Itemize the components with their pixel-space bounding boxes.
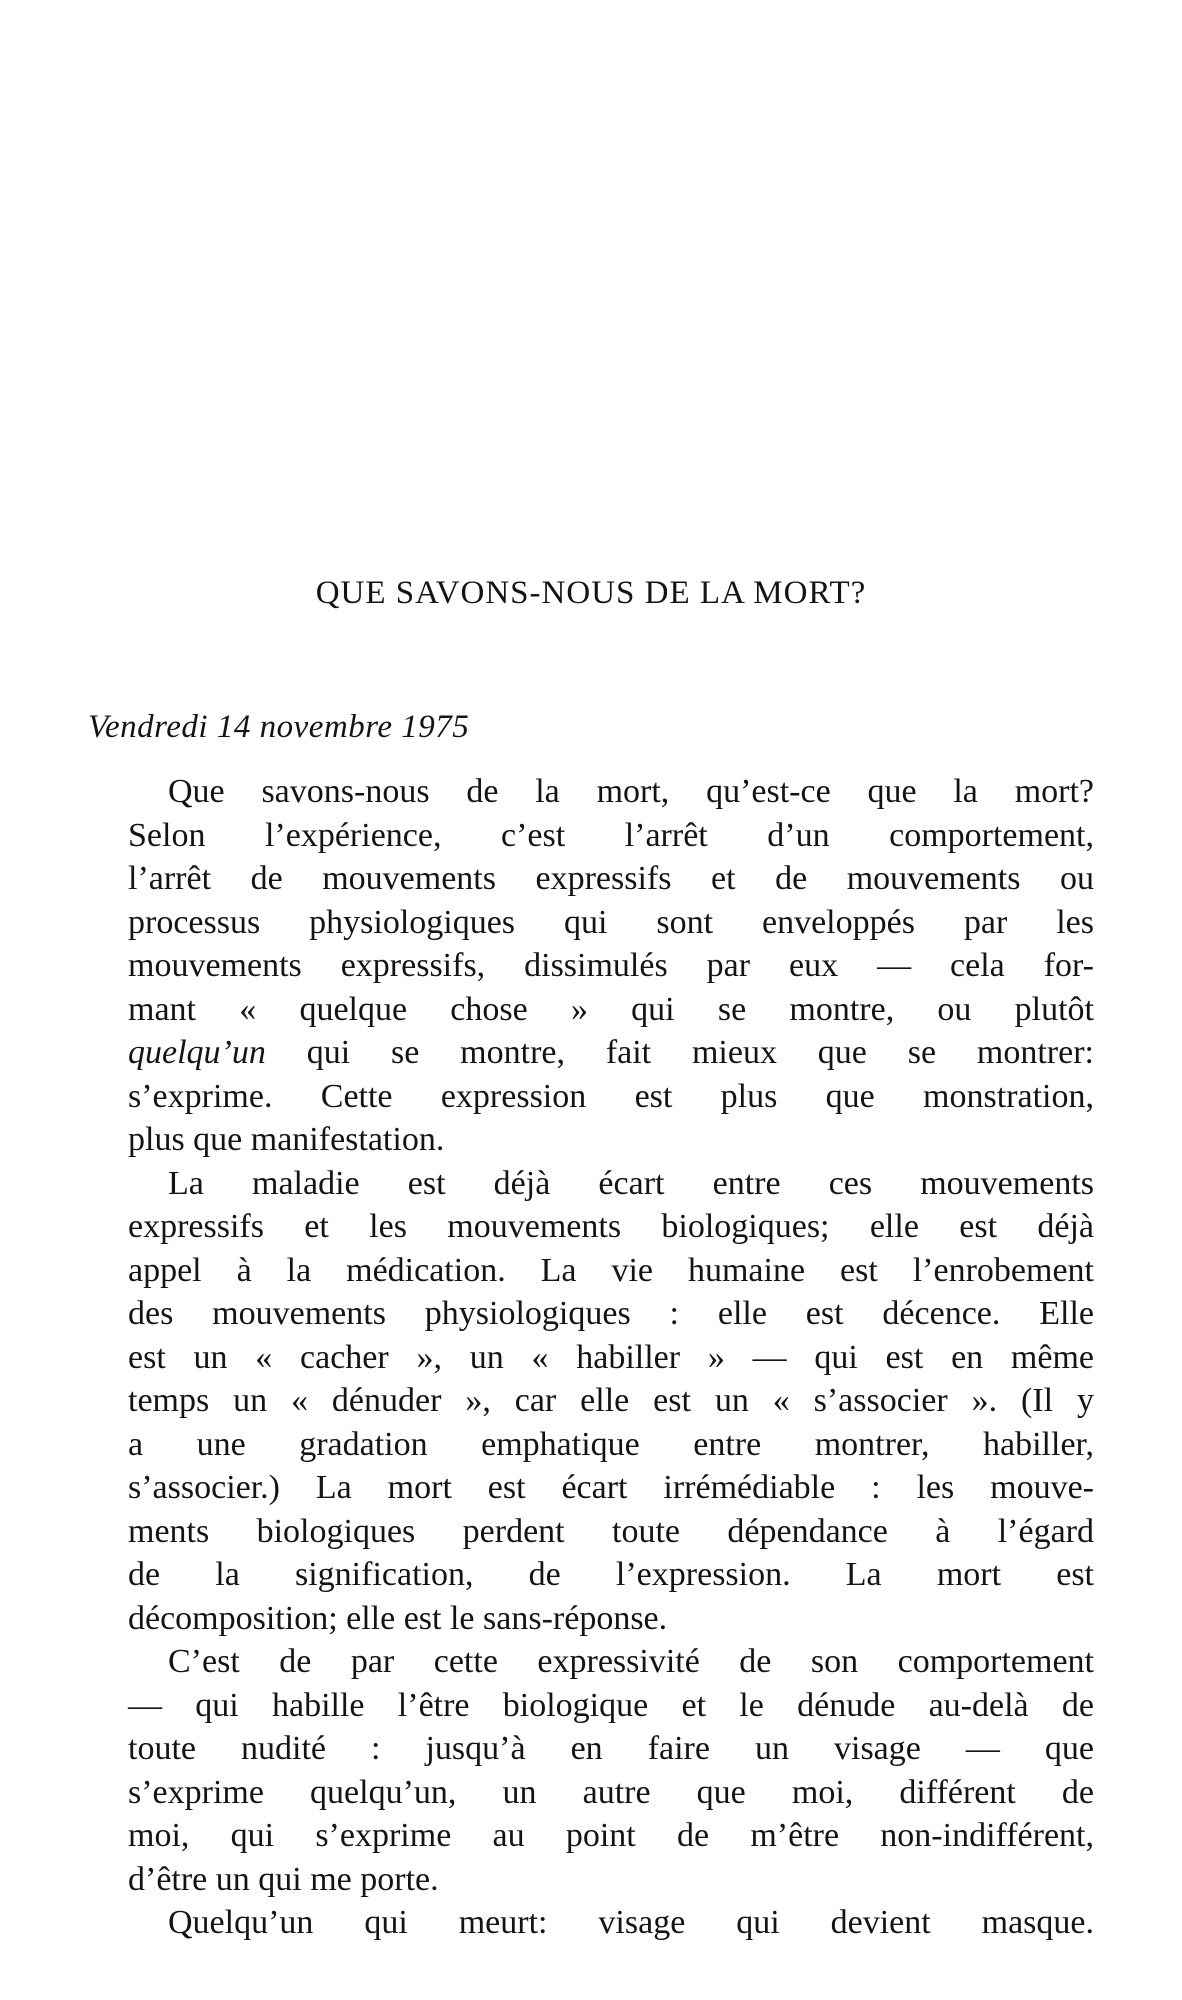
text-line: Quelqu’un qui meurt: visage qui devient masque. xyxy=(168,1904,1094,1941)
text-line: expressifs et les mouvements biologiques; elle est déjà xyxy=(128,1208,1094,1245)
paragraph-3 xyxy=(88,1640,1094,1901)
text-line: toute nudité : jusqu’à en faire un visage — que xyxy=(128,1730,1094,1767)
lecture-date: Vendredi 14 novembre 1975 xyxy=(88,709,470,745)
text-line: des mouvements physiologiques : elle est décence. Elle xyxy=(128,1295,1094,1332)
text-line: est un « cacher », un « habiller » — qui est en même xyxy=(128,1338,1094,1376)
text-line: de la signification, de l’expression. La mort est xyxy=(128,1556,1094,1593)
text-line: s’exprime. Cette expression est plus que monstration, xyxy=(128,1077,1094,1115)
text-line: — qui habille l’être biologique et le dénude au-delà de xyxy=(128,1686,1094,1724)
text-line: d’être un qui me porte. xyxy=(128,1860,439,1898)
text-line: processus physiologiques qui sont enveloppés par les xyxy=(128,903,1094,941)
paragraph-2 xyxy=(88,1162,1094,1641)
paragraph-1 xyxy=(88,770,1094,1162)
text-line: l’arrêt de mouvements expressifs et de mouvements ou xyxy=(128,860,1094,897)
text-line xyxy=(88,1031,1094,1075)
text-line: appel à la médication. La vie humaine est l’enrobement xyxy=(128,1251,1094,1289)
text-line: Que savons-nous de la mort, qu’est-ce que la mort? xyxy=(168,773,1094,810)
text-line: moi, qui s’exprime au point de m’être non-indifférent, xyxy=(128,1817,1094,1854)
body-text xyxy=(88,770,1094,1945)
text-line: décomposition; elle est le sans-réponse. xyxy=(128,1599,668,1637)
text-line: mant « quelque chose » qui se montre, ou plutôt xyxy=(128,990,1094,1028)
text-line: La maladie est déjà écart entre ces mouvements xyxy=(168,1164,1094,1202)
text-line: ments biologiques perdent toute dépendance à l’égard xyxy=(128,1512,1094,1550)
paragraph-4 xyxy=(88,1901,1094,1945)
text-line: mouvements expressifs, dissimulés par eux — cela for- xyxy=(128,947,1094,984)
text-line: s’exprime quelqu’un, un autre que moi, différent de xyxy=(128,1773,1094,1811)
text-line: s’associer.) La mort est écart irrémédiable : les mouve- xyxy=(128,1469,1094,1506)
text-fragment: qui se montre, fait mieux que se montrer: xyxy=(265,1034,1094,1071)
text-line: Selon l’expérience, c’est l’arrêt d’un comportement, xyxy=(128,816,1094,854)
italic-word: quelqu’un xyxy=(128,1034,266,1071)
text-line: plus que manifestation. xyxy=(128,1121,445,1158)
text-line: temps un « dénuder », car elle est un « s’associer ». (Il y xyxy=(128,1382,1094,1419)
chapter-title: QUE SAVONS-NOUS DE LA MORT? xyxy=(315,575,867,611)
text-line: a une gradation emphatique entre montrer, habiller, xyxy=(128,1425,1094,1463)
text-line: C’est de par cette expressivité de son comportement xyxy=(168,1643,1094,1680)
